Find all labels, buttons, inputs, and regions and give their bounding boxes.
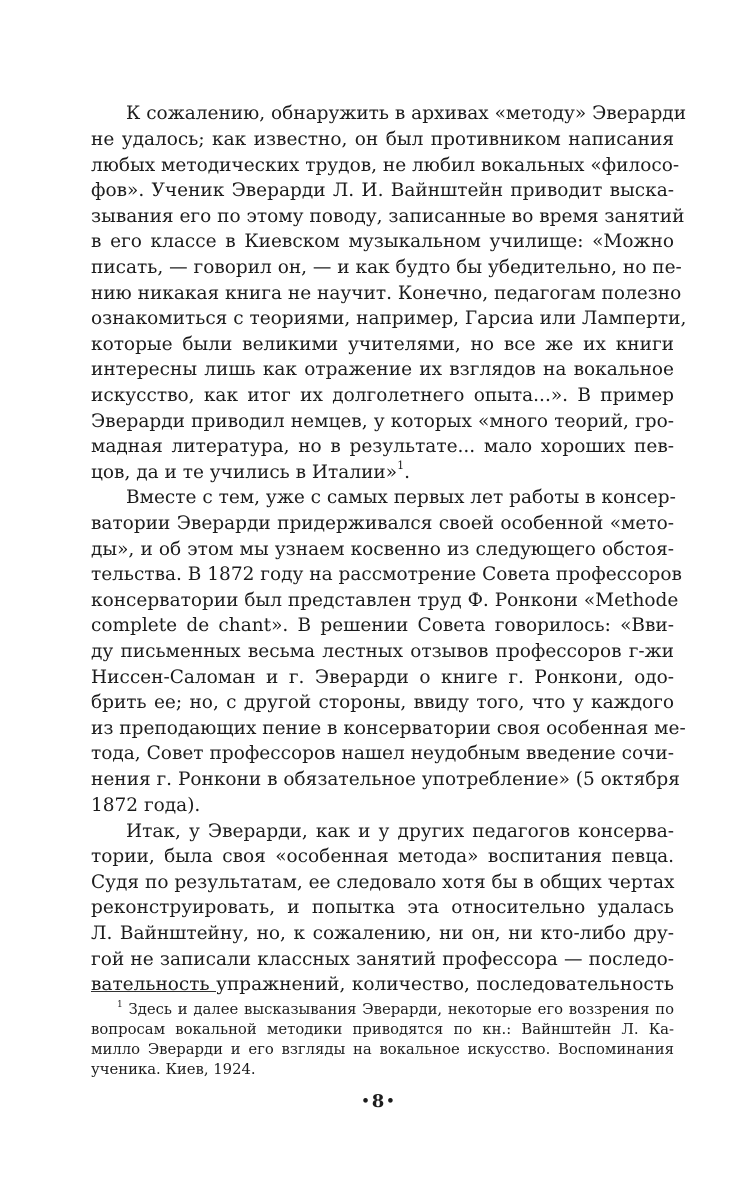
text-line: в его классе в Киевском музыкальном училище: «Можно [91,231,674,252]
ornament-dot-left: • [361,1094,370,1109]
text-line: ду письменных весьма лестных отзывов профессоров г-жи [91,641,674,662]
text-line: нения г. Ронкони в обязательное употребление» (5 октября [91,769,680,790]
text-line: тода, Совет профессоров нашел неудобным введение сочи- [91,743,674,764]
text-line: искусство, как итог их долголетнего опыта...». В пример [91,385,674,406]
ornament-dot-right: • [386,1094,395,1109]
text-line: фов». Ученик Эверарди Л. И. Вайнштейн приводит выска- [91,180,674,201]
text-line: писать, — говорил он, — и как будто бы убедительно, но пе- [91,257,682,278]
text-line: брить ее; но, с другой стороны, ввиду того, что у каждого [91,692,674,713]
text-line: Судя по результатам, ее следовало хотя бы в общих чертах [91,872,675,893]
text-line: мадная литература, но в результате... мало хороших пев- [91,436,674,457]
text-line: complete de chant». В решении Совета говорилось: «Вви- [91,615,674,636]
footnote-marker: 1 [117,1000,123,1011]
text-line: тельства. В 1872 году на рассмотрение Совета профессоров [91,564,682,585]
text-line: интересны лишь как отражение их взглядов на вокальное [91,359,674,380]
text-line: любых методических трудов, не любил вокальных «филосо- [91,155,680,176]
text-line: ознакомиться с теориями, например, Гарсиа или Ламперти, [91,308,687,329]
text-line: Вместе с тем, уже с самых первых лет работы в консер- [126,487,676,508]
footnote-line: милло Эверарди и его взгляды на вокальное искусство. Воспоминания [91,1041,674,1058]
footnote-reference[interactable]: 1 [397,458,405,472]
text-line: Ниссен-Саломан и г. Эверарди о книге г. Ронкони, одо- [91,667,674,688]
footnote-divider [91,991,216,992]
text-line: Л. Вайнштейну, но, к сожалению, ни он, ни кто-либо дру- [91,923,674,944]
text-line: Эверарди приводил немцев, у которых «много теорий, гро- [91,411,674,432]
text-line: из преподающих пение в консерватории своя особенная ме- [91,718,686,739]
text-line: зывания его по этому поводу, записанные во время занятий [91,206,685,227]
text-line: Итак, у Эверарди, как и у других педагогов консерва- [126,821,674,842]
text-line-content: цов, да и те учились в Италии» [91,462,398,483]
text-line: нию никакая книга не научит. Конечно, педагогам полезно [91,283,682,304]
footnote-line: вопросам вокальной методики приводятся по кн.: Вайнштейн Л. Ка- [91,1021,674,1038]
text-line: тории, была своя «особенная метода» воспитания певца. [91,846,674,867]
text-line: ды», и об этом мы узнаем косвенно из следующего обстоя- [91,539,674,560]
text-line: К сожалению, обнаружить в архивах «методу» Эверарди [126,103,687,124]
text-line: 1872 года). [91,795,201,816]
text-line: консерватории был представлен труд Ф. Ронкони «Methode [91,590,679,611]
text-line: гой не записали классных занятий профессора — последо- [91,949,674,970]
page-number [0,1090,756,1116]
text-line: ватории Эверарди придерживался своей особенной «мето- [91,513,674,534]
text-line: реконструировать, и попытка эта относительно удалась [91,897,674,918]
text-line: которые были великими учителями, но все же их книги [91,334,674,355]
page-number-value: 8 [371,1091,385,1112]
footnote-line [117,1000,674,1020]
text-line: вательность упражнений, количество, последовательность [91,974,674,995]
footnote-line-text: Здесь и далее высказывания Эверарди, некоторые его воззрения по [128,1001,674,1018]
text-line: не удалось; как известно, он был противником написания [91,129,674,150]
footnote-line: ученика. Киев, 1924. [91,1061,256,1078]
text-line: цов, да и те учились в Италии»$^1$. [91,458,410,483]
